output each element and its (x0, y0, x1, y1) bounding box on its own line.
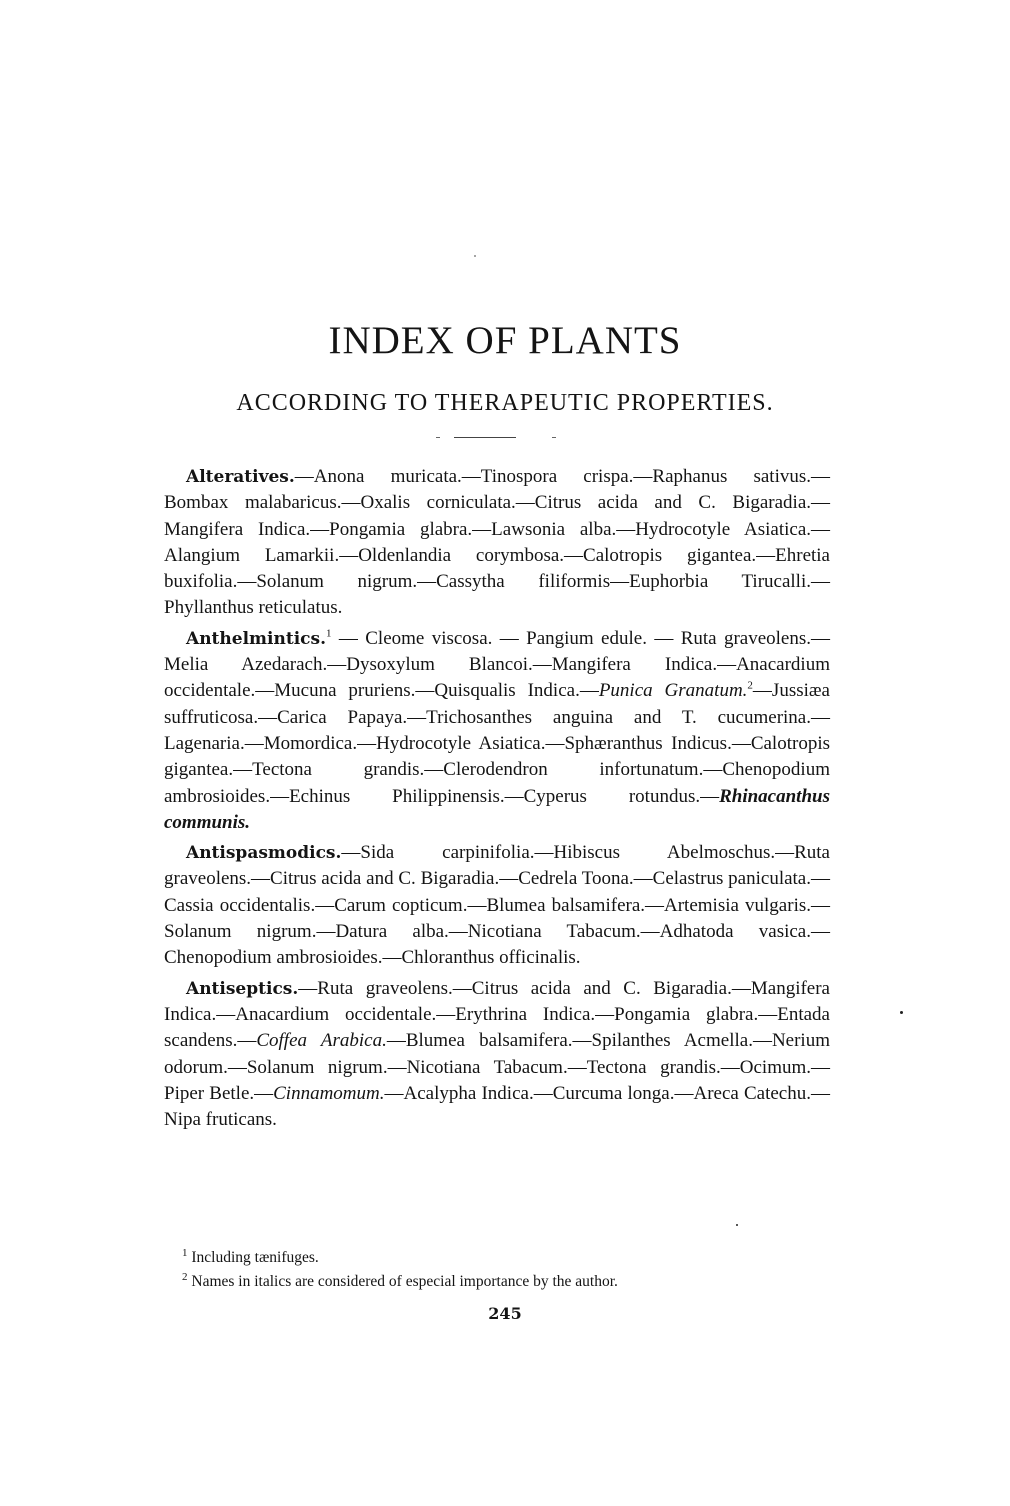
page-number: 245 (488, 1304, 522, 1323)
divider-dot (436, 437, 440, 438)
entry-heading: Anthelmintics. (186, 628, 326, 649)
entry-text: — Cleome viscosa. — Pangium edule. — Ruta graveolens.—Melia Azedarach.—Dysoxylum Blancoi.—Mangifera Indica.—Anacardium occidentale.—Mucuna pruriens.—Quisqualis Indica.— (164, 627, 830, 702)
scan-speck (474, 255, 476, 257)
divider-dot (552, 437, 556, 438)
entry-text: —Blumea balsamifera.—Spilanthes Acmella.—Nerium odorum.—Solanum nigrum.—Nicotiana Tabacum.—Tectona grandis.—Ocimum.—Piper Betle.— (164, 1030, 830, 1104)
title-divider (454, 437, 516, 438)
index-entry-alteratives (164, 464, 830, 622)
entry-italic-text: Rhinacanthus communis. (164, 785, 830, 833)
scan-speck (900, 1011, 903, 1014)
footnote-ref-2: 2 (747, 680, 753, 693)
entry-text: —Ruta graveolens.—Citrus acida and C. Bigaradia.—Mangifera Indica.—Anacardium occidentale.—Erythrina Indica.—Pongamia glabra.—Entada scandens.— (164, 977, 830, 1052)
scan-speck (736, 1224, 738, 1226)
index-entry-anthelmintics (164, 626, 830, 836)
page-subtitle: ACCORDING TO THERAPEUTIC PROPERTIES. (236, 390, 774, 416)
entry-heading: Antiseptics. (186, 978, 299, 999)
entry-italic-text: Punica Granatum. (598, 680, 748, 702)
index-body (164, 464, 830, 1137)
footnote-marker: 1 (182, 1246, 188, 1259)
entry-italic-text: Cinnamomum. (273, 1082, 385, 1104)
entry-heading: Antispasmodics. (186, 843, 342, 864)
entry-text: —Acalypha Indica.—Curcuma longa.—Areca Catechu.—Nipa fruticans. (164, 1082, 830, 1131)
index-entry-antispasmodics (164, 840, 830, 971)
footnotes (164, 1246, 830, 1294)
footnote-1 (164, 1246, 830, 1270)
page-title: INDEX OF PLANTS (328, 319, 682, 362)
index-entry-antiseptics (164, 976, 830, 1134)
footnote-text: Including tænifuges. (187, 1249, 319, 1266)
footnote-marker: 2 (182, 1270, 188, 1283)
entry-italic-text: Coffea Arabica. (256, 1030, 387, 1052)
entry-text: —Sida carpinifolia.—Hibiscus Abelmoschus.—Ruta graveolens.—Citrus acida and C. Bigaradia.—Cedrela Toona.—Celastrus paniculata.—Cassia occidentalis.—Carum copticum.—Blumea balsamifera.—Artemisia vulgaris.—Solanum nigrum.—Datura alba.—Nicotiana Tabacum.—Adhatoda vasica.—Chenopodium ambrosioides.—Chloranthus officinalis. (164, 842, 830, 969)
footnote-2 (164, 1270, 830, 1294)
entry-text: —Anona muricata.—Tinospora crispa.—Raphanus sativus.—Bombax malabaricus.—Oxalis corniculata.—Citrus acida and C. Bigaradia.—Mangifera Indica.—Pongamia glabra.—Lawsonia alba.—Hydrocotyle Asiatica.—Alangium Lamarkii.—Oldenlandia corymbosa.—Calotropis gigantea.—Ehretia buxifolia.—Solanum nigrum.—Cassytha filiformis—Euphorbia Tirucalli.—Phyllanthus reticulatus. (164, 466, 830, 619)
entry-heading: Alteratives. (186, 467, 295, 487)
footnote-ref-1: 1 (326, 627, 332, 640)
footnote-text: Names in italics are considered of especial importance by the author. (187, 1273, 618, 1290)
entry-text: —Jussiæa suffruticosa.—Carica Papaya.—Trichosanthes anguina and T. cucumerina.—Lagenaria.—Momordica.—Hydrocotyle Asiatica.—Sphæranthus Indicus.—Calotropis gigantea.—Tectona grandis.—Clerodendron infortunatum.—Chenopodium ambrosioides.—Echinus Philippinensis.—Cyperus rotundus.— (164, 680, 830, 807)
